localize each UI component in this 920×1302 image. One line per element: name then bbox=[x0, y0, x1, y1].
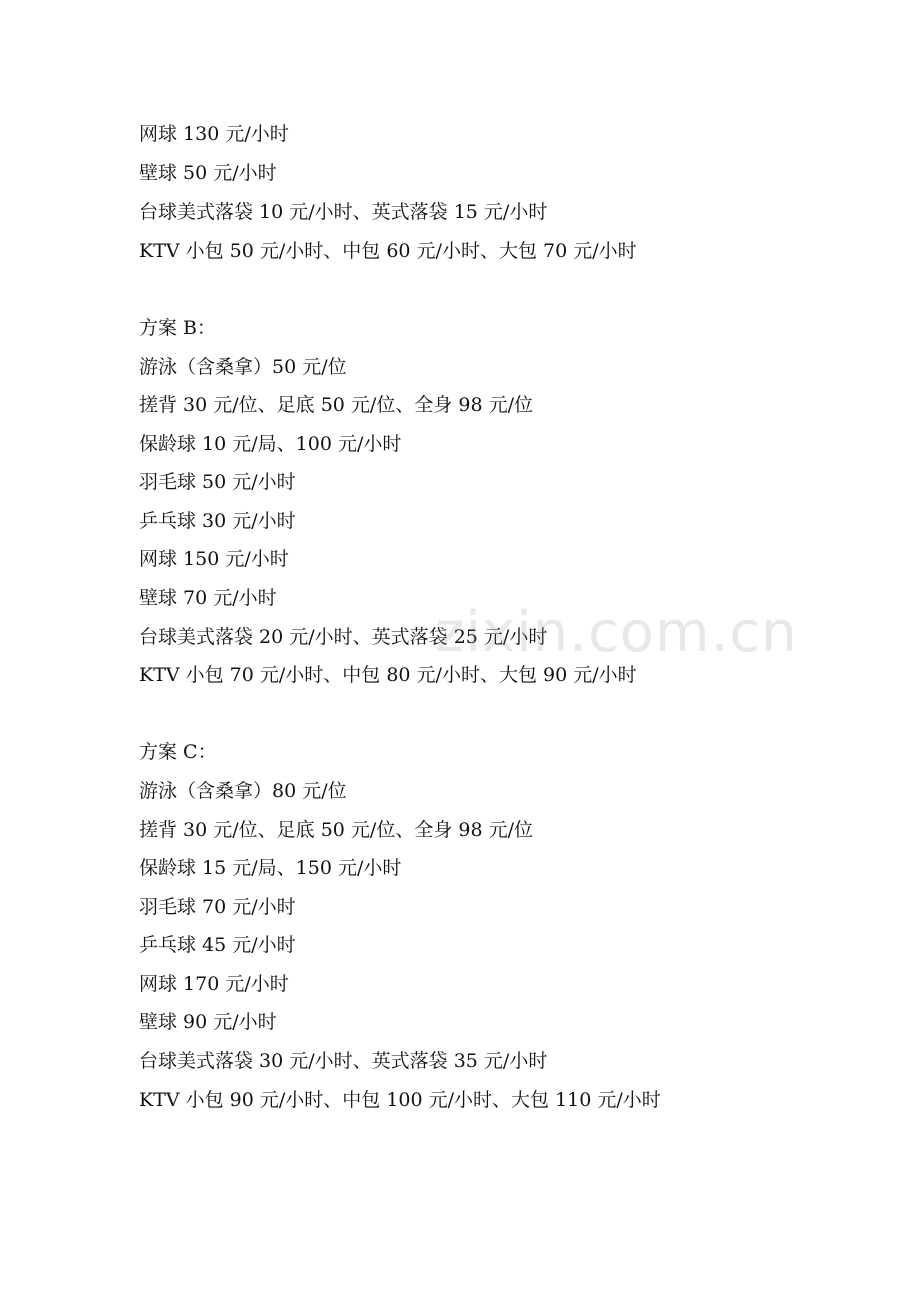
line-c-swimming: 游泳（含桑拿）80 元/位 bbox=[139, 780, 347, 802]
line-b-bowling: 保龄球 10 元/局、100 元/小时 bbox=[139, 433, 402, 455]
line-a-tennis: 网球 130 元/小时 bbox=[139, 123, 289, 145]
line-c-ktv: KTV 小包 90 元/小时、中包 100 元/小时、大包 110 元/小时 bbox=[139, 1089, 661, 1111]
line-c-billiards: 台球美式落袋 30 元/小时、英式落袋 35 元/小时 bbox=[139, 1050, 548, 1072]
plan-b-heading: 方案 B： bbox=[139, 317, 217, 339]
line-b-swimming: 游泳（含桑拿）50 元/位 bbox=[139, 356, 347, 378]
line-c-badminton: 羽毛球 70 元/小时 bbox=[139, 896, 296, 918]
line-c-squash: 壁球 90 元/小时 bbox=[139, 1011, 277, 1033]
line-b-billiards: 台球美式落袋 20 元/小时、英式落袋 25 元/小时 bbox=[139, 626, 548, 648]
line-a-billiards: 台球美式落袋 10 元/小时、英式落袋 15 元/小时 bbox=[139, 201, 548, 223]
line-c-tennis: 网球 170 元/小时 bbox=[139, 973, 289, 995]
line-b-ktv: KTV 小包 70 元/小时、中包 80 元/小时、大包 90 元/小时 bbox=[139, 664, 637, 686]
line-b-badminton: 羽毛球 50 元/小时 bbox=[139, 471, 296, 493]
line-b-table-tennis: 乒乓球 30 元/小时 bbox=[139, 510, 296, 532]
line-b-tennis: 网球 150 元/小时 bbox=[139, 548, 289, 570]
line-a-squash: 壁球 50 元/小时 bbox=[139, 162, 277, 184]
plan-c-heading: 方案 C： bbox=[139, 741, 217, 763]
line-c-bowling: 保龄球 15 元/局、150 元/小时 bbox=[139, 857, 402, 879]
line-c-massage: 搓背 30 元/位、足底 50 元/位、全身 98 元/位 bbox=[139, 819, 533, 841]
line-b-massage: 搓背 30 元/位、足底 50 元/位、全身 98 元/位 bbox=[139, 394, 533, 416]
line-b-squash: 壁球 70 元/小时 bbox=[139, 587, 277, 609]
watermark-text: zixin.com.cn bbox=[435, 600, 798, 665]
line-a-ktv: KTV 小包 50 元/小时、中包 60 元/小时、大包 70 元/小时 bbox=[139, 240, 637, 262]
line-c-table-tennis: 乒乓球 45 元/小时 bbox=[139, 934, 296, 956]
